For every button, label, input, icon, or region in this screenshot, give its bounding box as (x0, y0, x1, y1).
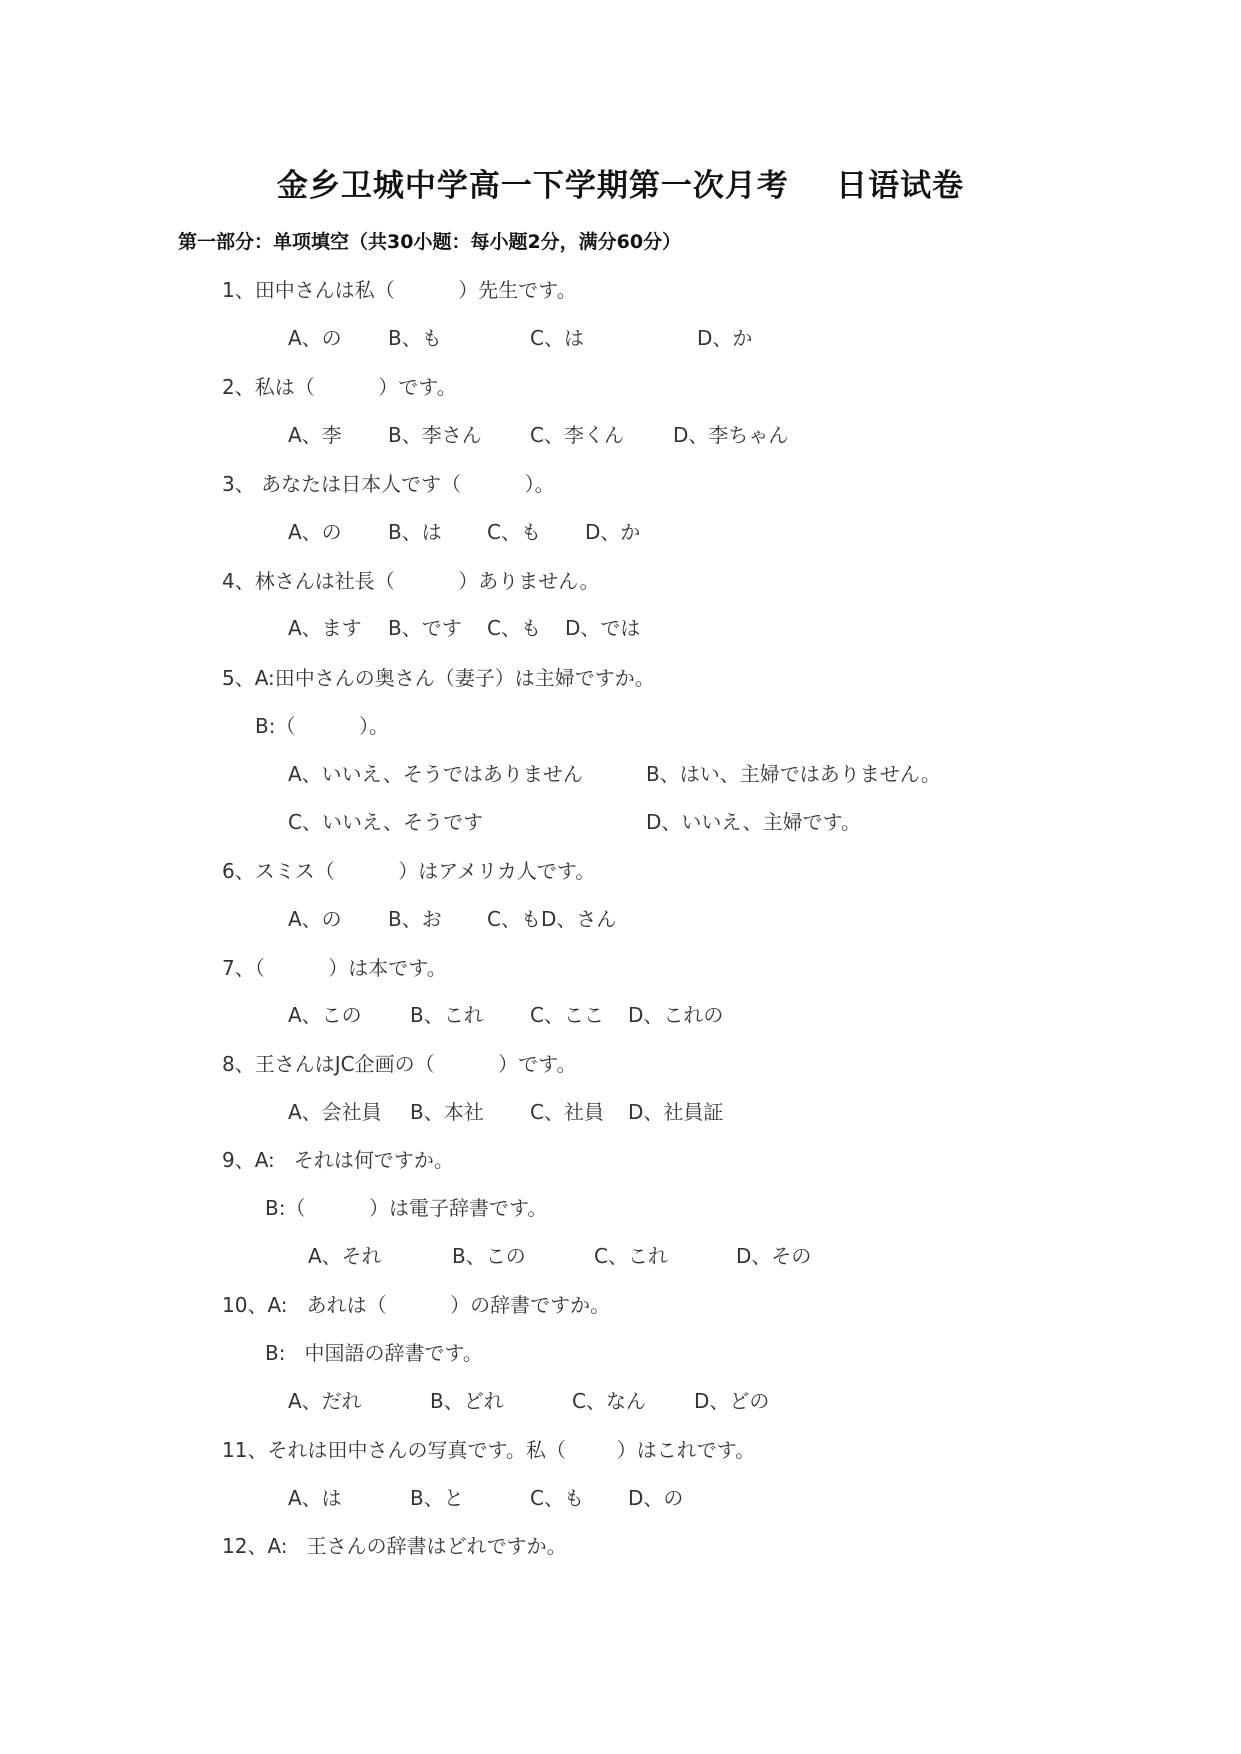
option: A、ます (288, 616, 362, 640)
option: D、か (585, 520, 641, 544)
question-stem: 3、 あなたは日本人です（ ）。 (222, 472, 555, 496)
question-stem: 1、田中さんは私（ ）先生です。 (222, 278, 577, 302)
question-stem: 11、それは田中さんの写真です。私（ ）はこれです。 (222, 1438, 756, 1462)
question-stem-b: B:（ ）。 (255, 714, 390, 738)
option: C、社員 (530, 1100, 604, 1124)
option: A、の (288, 520, 342, 544)
option: B、です (388, 616, 462, 640)
option: B、この (452, 1244, 526, 1268)
question-stem-b: B:（ ）は電子辞書です。 (265, 1196, 548, 1220)
question-stem: 5、A:田中さんの奥さん（妻子）は主婦ですか。 (222, 666, 655, 690)
question-stem: 4、林さんは社長（ ）ありません。 (222, 569, 600, 593)
question-stem: 8、王さんはJC企画の（ ）です。 (222, 1052, 577, 1076)
section-heading: 第一部分：单项填空（共30小题：每小题2分，满分60分） (178, 231, 682, 253)
option: C、もD、さん (487, 907, 617, 931)
option: C、も (530, 1486, 584, 1510)
question-stem: 12、A: 王さんの辞書はどれですか。 (222, 1534, 567, 1558)
option: B、どれ (430, 1389, 504, 1413)
option: B、お (388, 907, 442, 931)
option: A、の (288, 907, 342, 931)
option: C、李くん (530, 423, 624, 447)
question-stem: 2、私は（ ）です。 (222, 375, 457, 399)
option: A、の (288, 326, 342, 350)
option: A、それ (308, 1244, 382, 1268)
option: B、李さん (388, 423, 482, 447)
option: D、では (565, 616, 641, 640)
option: A、李 (288, 423, 342, 447)
option: A、だれ (288, 1389, 362, 1413)
option: A、会社員 (288, 1100, 382, 1124)
option: C、これ (594, 1244, 668, 1268)
option: A、は (288, 1486, 342, 1510)
question-stem-b: B: 中国語の辞書です。 (265, 1341, 483, 1365)
option: A、この (288, 1003, 362, 1027)
option: B、も (388, 326, 442, 350)
option: B、これ (410, 1003, 484, 1027)
question-stem: 9、A: それは何ですか。 (222, 1148, 454, 1172)
option: D、社員証 (628, 1100, 724, 1124)
option: B、本社 (410, 1100, 484, 1124)
question-stem: 6、スミス（ ）はアメリカ人です。 (222, 859, 596, 883)
option: C、も (487, 616, 541, 640)
option: C、ここ (530, 1003, 604, 1027)
option: D、李ちゃん (673, 423, 789, 447)
option: D、か (697, 326, 753, 350)
question-stem: 7、（ ）は本です。 (222, 956, 447, 980)
option: B、は (388, 520, 442, 544)
option: C、は (530, 326, 584, 350)
option: D、これの (628, 1003, 724, 1027)
option: A、いいえ、そうではありません (288, 762, 583, 786)
option: D、いいえ、主婦です。 (646, 810, 862, 834)
option: B、と (410, 1486, 464, 1510)
option: D、の (628, 1486, 684, 1510)
option: C、いいえ、そうです (288, 810, 484, 834)
option: B、はい、主婦ではありません。 (646, 762, 941, 786)
option: D、その (736, 1244, 812, 1268)
exam-title: 金乡卫城中学高一下学期第一次月考 日语试卷 (276, 168, 965, 204)
option: C、なん (572, 1389, 646, 1413)
option: C、も (487, 520, 541, 544)
question-stem: 10、A: あれは（ ）の辞書ですか。 (222, 1293, 611, 1317)
option: D、どの (694, 1389, 770, 1413)
